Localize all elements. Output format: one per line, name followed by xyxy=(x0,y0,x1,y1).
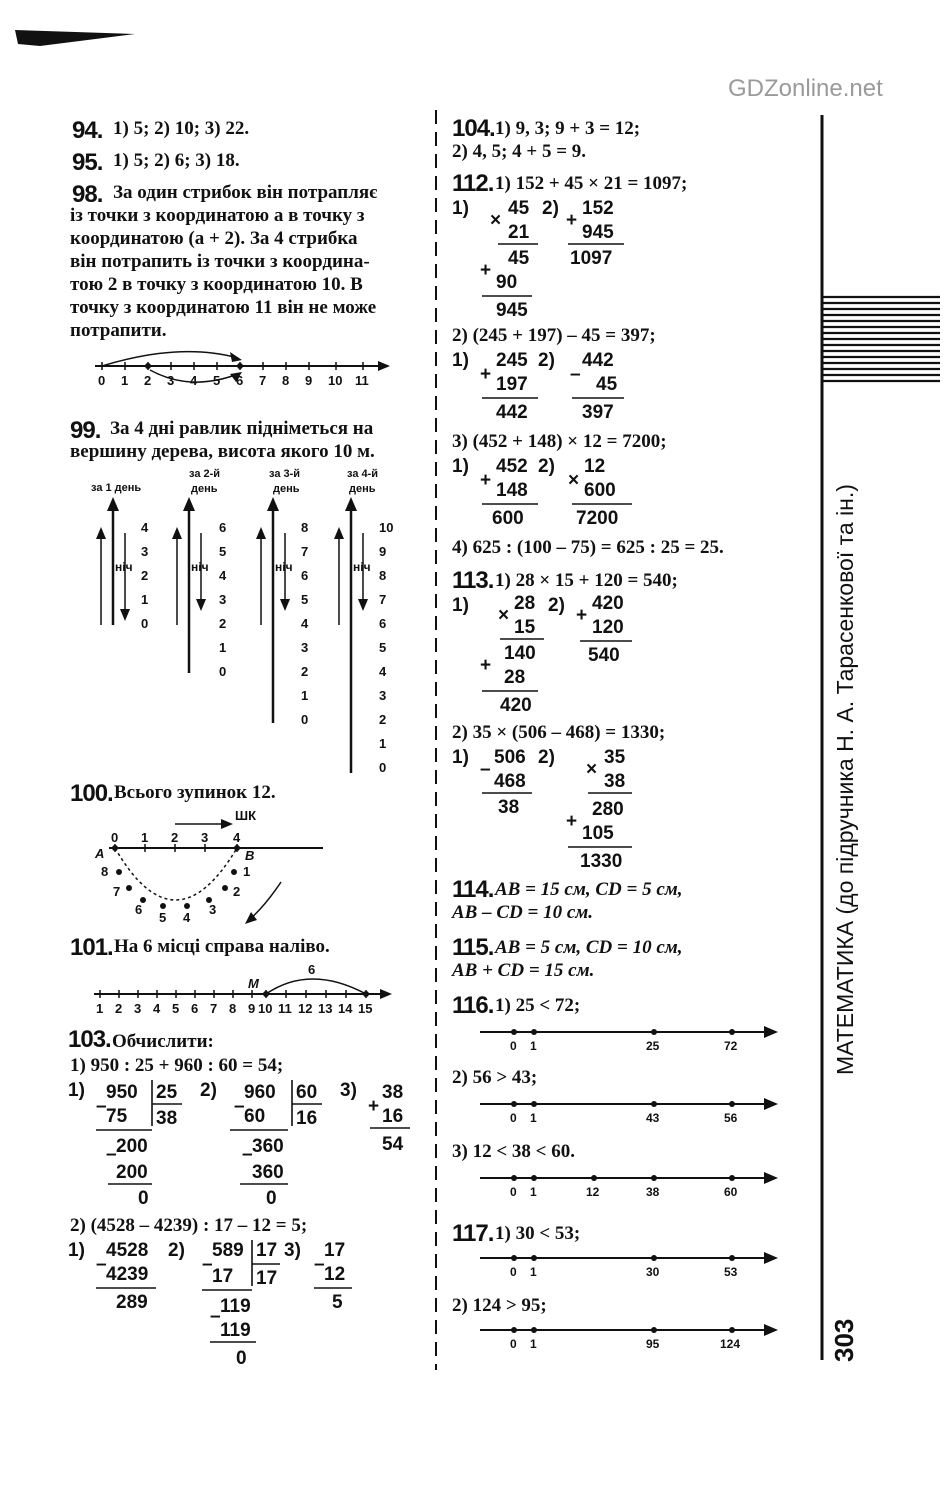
diagram-label: 4 xyxy=(233,830,241,845)
page-number: 303 xyxy=(829,1318,859,1362)
diagram-label: × xyxy=(586,759,598,780)
diagram-label: 4 xyxy=(219,568,227,583)
diagram-label: 60 xyxy=(724,1185,738,1199)
diagram-label: 60 xyxy=(244,1106,266,1127)
diagram-label: 945 xyxy=(582,222,614,243)
problem-94-answer: 1) 5; 2) 10; 3) 22. xyxy=(113,118,250,139)
diagram-label: 1) xyxy=(452,456,469,477)
problem-98-number: 98. xyxy=(72,181,103,208)
diagram-label: 3 xyxy=(209,902,217,917)
problem-112-calc-3 xyxy=(452,452,652,530)
problem-116-expr-2: 2) 56 > 43; xyxy=(452,1067,538,1088)
problem-104-line-1: 1) 9, 3; 9 + 3 = 12; xyxy=(495,118,641,139)
diagram-label: 90 xyxy=(496,272,518,293)
diagram-label: 468 xyxy=(494,771,526,792)
diagram-label: 2 xyxy=(171,830,179,845)
diagram-label: 540 xyxy=(588,645,620,666)
diagram-label: 1) xyxy=(68,1080,85,1101)
problem-100-answer: Всього зупинок 12. xyxy=(114,782,276,803)
diagram-label: 0 xyxy=(510,1185,517,1199)
problem-117-line-2 xyxy=(480,1318,785,1352)
diagram-label: 3 xyxy=(219,592,227,607)
problem-101-answer: На 6 місці справа наліво. xyxy=(114,936,330,957)
diagram-label: 10 xyxy=(379,520,394,535)
diagram-label: 7 xyxy=(113,884,121,899)
diagram-label: + xyxy=(566,811,578,832)
day-label: за 3-й xyxy=(269,468,301,480)
problem-112-number: 112. xyxy=(452,170,494,197)
axis-label: 8 xyxy=(282,373,290,388)
diagram-label: 2 xyxy=(379,712,387,727)
axis-label: 5 xyxy=(213,373,221,388)
day-label: день xyxy=(191,483,218,495)
diagram-label: 124 xyxy=(720,1337,741,1351)
diagram-label: 4 xyxy=(183,910,191,925)
diagram-label: + xyxy=(480,655,492,676)
diagram-label: 0 xyxy=(138,1188,149,1209)
diagram-label: 38 xyxy=(382,1082,404,1103)
problem-112-expr-2: 2) (245 + 197) – 45 = 397; xyxy=(452,325,656,346)
problem-116-line-1 xyxy=(480,1020,785,1054)
diagram-label: 360 xyxy=(252,1162,284,1183)
diagram-label: M xyxy=(248,976,259,991)
diagram-label: 15 xyxy=(358,1001,373,1016)
diagram-label: 3 xyxy=(301,640,309,655)
diagram-label: 2) xyxy=(200,1080,217,1101)
problem-104-number: 104. xyxy=(452,115,495,142)
diagram-label: 72 xyxy=(724,1039,738,1053)
problem-100-number: 100. xyxy=(70,780,113,807)
diagram-label: – xyxy=(314,1254,325,1275)
diagram-label: 397 xyxy=(582,402,614,423)
diagram-label: 105 xyxy=(582,823,614,844)
diagram-label: 45 xyxy=(508,198,530,219)
diagram-label: – xyxy=(570,364,581,385)
diagram-label: 10 xyxy=(258,1001,273,1016)
diagram-label: 6 xyxy=(379,616,387,631)
diagram-label: 6 xyxy=(301,568,309,583)
diagram-label: 4 xyxy=(141,520,149,535)
problem-98-line: За один стрибок він потрапляє xyxy=(113,182,378,203)
diagram-label: 3 xyxy=(379,688,387,703)
diagram-label: 2) xyxy=(548,595,565,616)
diagram-label: 17 xyxy=(256,1268,278,1289)
diagram-label: + xyxy=(480,364,492,385)
axis-label: 7 xyxy=(259,373,267,388)
diagram-label: 8 xyxy=(229,1001,237,1016)
diagram-label: 950 xyxy=(106,1082,138,1103)
diagram-label: 43 xyxy=(646,1111,660,1125)
diagram-label: 2) xyxy=(542,198,559,219)
diagram-label: 95 xyxy=(646,1337,660,1351)
side-stripes xyxy=(822,295,942,395)
diagram-label: 12 xyxy=(586,1185,600,1199)
problem-114-number: 114. xyxy=(452,876,494,903)
diagram-label: 2 xyxy=(115,1001,123,1016)
problem-117-expr-2: 2) 124 > 95; xyxy=(452,1295,547,1316)
diagram-label: 245 xyxy=(496,350,528,371)
problem-115-line-2: AB + CD = 15 см. xyxy=(452,960,595,981)
diagram-label: 4528 xyxy=(106,1240,149,1261)
diagram-label: 1 xyxy=(243,864,251,879)
problem-113-expr-2: 2) 35 × (506 – 468) = 1330; xyxy=(452,722,666,743)
diagram-label: – xyxy=(234,1096,245,1117)
diagram-label: 1097 xyxy=(570,248,613,269)
diagram-label: 3 xyxy=(141,544,149,559)
diagram-label: 1 xyxy=(530,1337,537,1351)
diagram-label: 1 xyxy=(301,688,309,703)
diagram-label: 3 xyxy=(201,830,209,845)
problem-104-line-2: 2) 4, 5; 4 + 5 = 9. xyxy=(452,141,587,162)
diagram-label: 38 xyxy=(498,797,520,818)
axis-label: 4 xyxy=(190,373,198,388)
diagram-label: 38 xyxy=(604,771,626,792)
problem-113-calc-1 xyxy=(452,591,652,719)
day-label: день xyxy=(273,483,300,495)
diagram-label: 0 xyxy=(510,1337,517,1351)
problem-101-number: 101. xyxy=(70,934,113,961)
problem-117-number: 117. xyxy=(452,1220,494,1247)
diagram-label: 8 xyxy=(101,864,109,879)
problem-114-line-1: AB = 15 см, CD = 5 см, xyxy=(495,879,683,900)
problem-112-expr-3: 3) (452 + 148) × 12 = 7200; xyxy=(452,431,667,452)
diagram-label: 4239 xyxy=(106,1264,149,1285)
problem-115-line-1: AB = 5 см, CD = 10 см, xyxy=(495,937,683,958)
diagram-label: 2) xyxy=(538,350,555,371)
diagram-label: + xyxy=(480,260,492,281)
problem-98-line: він потрапить із точки з координа- xyxy=(70,251,370,272)
axis-label: 0 xyxy=(98,373,106,388)
diagram-label: 53 xyxy=(724,1265,738,1279)
diagram-label: 600 xyxy=(492,508,524,529)
diagram-label: 54 xyxy=(382,1134,404,1155)
diagram-label: 2 xyxy=(301,664,309,679)
problem-103-expr-1: 1) 950 : 25 + 960 : 60 = 54; xyxy=(70,1055,284,1076)
problem-103-calc-2 xyxy=(66,1236,426,1371)
problem-116-expr-3: 3) 12 < 38 < 60. xyxy=(452,1141,575,1162)
watermark: GDZonline.net xyxy=(728,75,883,102)
diagram-label: 1 xyxy=(141,592,149,607)
problem-98-line: точку з координатою 11 він не може xyxy=(70,297,377,318)
diagram-label: 5 xyxy=(219,544,227,559)
day-label: за 2-й xyxy=(189,468,221,480)
problem-117-line-1 xyxy=(480,1246,785,1280)
diagram-label: 60 xyxy=(296,1082,318,1103)
problem-95-answer: 1) 5; 2) 6; 3) 18. xyxy=(113,150,240,171)
diagram-label: 0 xyxy=(379,760,387,775)
diagram-label: 5 xyxy=(159,910,167,925)
axis-label: 1 xyxy=(121,373,129,388)
problem-103-title: Обчислити: xyxy=(112,1031,214,1052)
diagram-label: × xyxy=(490,210,502,231)
diagram-label: 7 xyxy=(210,1001,218,1016)
diagram-label: 360 xyxy=(252,1136,284,1157)
diagram-label: 75 xyxy=(106,1106,128,1127)
diagram-label: 2 xyxy=(141,568,149,583)
diagram-label: 442 xyxy=(496,402,528,423)
diagram-label: 38 xyxy=(646,1185,660,1199)
diagram-label: 5 xyxy=(379,640,387,655)
diagram-label: 1) xyxy=(452,198,469,219)
axis-label: 9 xyxy=(305,373,313,388)
diagram-label: 120 xyxy=(592,617,624,638)
problem-99-number: 99. xyxy=(70,417,101,444)
diagram-label: 506 xyxy=(494,747,526,768)
night-label: ніч xyxy=(115,560,133,574)
diagram-label: – xyxy=(96,1096,107,1117)
diagram-label: 152 xyxy=(582,198,614,219)
diagram-label: 200 xyxy=(116,1162,148,1183)
side-title: МАТЕМАТИКА (до підручника Н. А. Тарасенкової та ін.) xyxy=(832,484,858,1075)
diagram-label: + xyxy=(566,210,578,231)
diagram-label: × xyxy=(568,470,580,491)
problem-113-calc-2 xyxy=(452,743,652,873)
problem-99-snail-diagram xyxy=(85,465,415,780)
diagram-label: 14 xyxy=(338,1001,353,1016)
night-label: ніч xyxy=(353,560,371,574)
problem-117-expr-1: 1) 30 < 53; xyxy=(495,1223,581,1244)
diagram-label: 17 xyxy=(256,1240,278,1261)
diagram-label: 2 xyxy=(233,884,241,899)
diagram-label: 119 xyxy=(220,1320,251,1341)
diagram-label: 12 xyxy=(324,1264,346,1285)
diagram-label: 7200 xyxy=(576,508,619,529)
problem-112-calc-1 xyxy=(452,194,652,322)
problem-103-calc-1 xyxy=(66,1076,426,1212)
problem-116-expr-1: 1) 25 < 72; xyxy=(495,995,581,1016)
diagram-label: 6 xyxy=(308,962,316,977)
diagram-label: 0 xyxy=(510,1039,517,1053)
diagram-label: 12 xyxy=(584,456,606,477)
diagram-label: B xyxy=(245,848,255,863)
problem-114-line-2: AB – CD = 10 см. xyxy=(452,902,594,923)
diagram-label: 2) xyxy=(168,1240,185,1261)
diagram-label: 25 xyxy=(156,1082,178,1103)
diagram-label: 1 xyxy=(530,1185,537,1199)
diagram-label: 452 xyxy=(496,456,528,477)
diagram-label: 28 xyxy=(514,593,536,614)
diagram-label: 0 xyxy=(510,1111,517,1125)
day-label: за 1 день xyxy=(91,482,142,494)
diagram-label: 6 xyxy=(219,520,227,535)
diagram-label: 600 xyxy=(584,480,616,501)
diagram-label: 15 xyxy=(514,617,536,638)
diagram-label: 1 xyxy=(96,1001,104,1016)
diagram-label: 0 xyxy=(266,1188,277,1209)
diagram-label: 289 xyxy=(116,1292,148,1313)
diagram-label: 3 xyxy=(134,1001,142,1016)
diagram-label: 9 xyxy=(248,1001,256,1016)
diagram-label: + xyxy=(368,1096,380,1117)
diagram-label: 7 xyxy=(301,544,309,559)
night-label: ніч xyxy=(191,560,209,574)
diagram-label: 38 xyxy=(156,1108,178,1129)
problem-99-line: За 4 дні равлик підніметься на xyxy=(110,418,374,439)
diagram-label: 1 xyxy=(530,1039,537,1053)
problem-98-line: потрапити. xyxy=(70,320,167,341)
diagram-label: 21 xyxy=(508,222,530,243)
diagram-label: 1) xyxy=(68,1240,85,1261)
diagram-label: 1) xyxy=(452,747,469,768)
diagram-label: 16 xyxy=(382,1106,404,1127)
problem-98-number-line xyxy=(90,340,400,400)
axis-label: 2 xyxy=(144,373,152,388)
diagram-label: 6 xyxy=(191,1001,199,1016)
diagram-label: 13 xyxy=(318,1001,333,1016)
diagram-label: – xyxy=(202,1254,213,1275)
diagram-label: 0 xyxy=(111,830,119,845)
diagram-label: 17 xyxy=(212,1266,234,1287)
school-label: ШК xyxy=(235,808,256,823)
diagram-label: 1) xyxy=(452,595,469,616)
problem-99-line: вершину дерева, висота якого 10 м. xyxy=(70,441,375,462)
problem-95-number: 95. xyxy=(72,149,103,176)
problem-100-diagram xyxy=(95,802,335,927)
diagram-label: 5 xyxy=(172,1001,180,1016)
diagram-label: 4 xyxy=(301,616,309,631)
diagram-label: 0 xyxy=(141,616,149,631)
diagram-label: 140 xyxy=(504,643,536,664)
diagram-label: 45 xyxy=(596,374,618,395)
diagram-label: 197 xyxy=(496,374,528,395)
diagram-label: + xyxy=(576,605,588,626)
diagram-label: – xyxy=(106,1144,117,1165)
problem-101-number-line xyxy=(90,958,400,1018)
diagram-label: 28 xyxy=(504,667,526,688)
problem-115-number: 115. xyxy=(452,934,494,961)
axis-label: 3 xyxy=(167,373,175,388)
problem-113-number: 113. xyxy=(452,567,494,594)
diagram-label: 0 xyxy=(510,1265,517,1279)
diagram-label: 56 xyxy=(724,1111,738,1125)
diagram-label: 945 xyxy=(496,300,528,321)
problem-113-expr-1: 1) 28 × 15 + 120 = 540; xyxy=(495,570,678,591)
diagram-label: – xyxy=(210,1306,221,1327)
problem-98-line: координатою (a + 2). За 4 стрибка xyxy=(70,228,358,249)
diagram-label: 420 xyxy=(500,695,532,716)
diagram-label: 11 xyxy=(278,1001,292,1016)
day-label: день xyxy=(349,483,376,495)
night-label: ніч xyxy=(275,560,293,574)
diagram-label: 25 xyxy=(646,1039,660,1053)
problem-98-line: із точки з координатою a в точку з xyxy=(70,205,365,226)
diagram-label: 4 xyxy=(379,664,387,679)
diagram-label: A xyxy=(95,846,105,861)
problem-112-expr-1: 1) 152 + 45 × 21 = 1097; xyxy=(495,173,688,194)
diagram-label: 1) xyxy=(452,350,469,371)
diagram-label: × xyxy=(498,605,510,626)
problem-112-calc-2 xyxy=(452,346,652,424)
diagram-label: 12 xyxy=(298,1001,313,1016)
diagram-label: 1 xyxy=(141,830,149,845)
diagram-label: 8 xyxy=(379,568,387,583)
diagram-label: 2) xyxy=(538,456,555,477)
diagram-label: 35 xyxy=(604,747,626,768)
diagram-label: 7 xyxy=(379,592,387,607)
diagram-label: – xyxy=(242,1144,253,1165)
problem-116-line-2 xyxy=(480,1092,785,1126)
diagram-label: 3) xyxy=(340,1080,357,1101)
diagram-label: 2 xyxy=(219,616,227,631)
diagram-label: 280 xyxy=(592,799,624,820)
diagram-label: 960 xyxy=(244,1082,276,1103)
diagram-label: + xyxy=(480,470,492,491)
diagram-label: 16 xyxy=(296,1108,318,1129)
problem-98-line: тою 2 в точку з координатою 10. В xyxy=(70,274,363,295)
diagram-label: 45 xyxy=(508,248,530,269)
problem-116-number: 116. xyxy=(452,992,494,1019)
diagram-label: 0 xyxy=(301,712,309,727)
day-label: за 4-й xyxy=(347,468,379,480)
problem-116-line-3 xyxy=(480,1166,785,1200)
diagram-label: 442 xyxy=(582,350,614,371)
diagram-label: 1 xyxy=(219,640,227,655)
diagram-label: – xyxy=(96,1254,107,1275)
diagram-label: 1 xyxy=(379,736,387,751)
diagram-label: 17 xyxy=(324,1240,346,1261)
axis-label: 10 xyxy=(328,373,343,388)
diagram-label: 420 xyxy=(592,593,624,614)
diagram-label: 3) xyxy=(284,1240,301,1261)
axis-label: 6 xyxy=(236,373,244,388)
diagram-label: 1330 xyxy=(580,851,623,872)
diagram-label: 4 xyxy=(153,1001,161,1016)
diagram-label: 0 xyxy=(236,1348,247,1369)
diagram-label: 148 xyxy=(496,480,528,501)
diagram-label: 8 xyxy=(301,520,309,535)
diagram-label: 5 xyxy=(332,1292,343,1313)
diagram-label: 589 xyxy=(212,1240,244,1261)
problem-103-number: 103. xyxy=(68,1026,111,1053)
diagram-label: 6 xyxy=(135,902,143,917)
diagram-label: 2) xyxy=(538,747,555,768)
problem-94-number: 94. xyxy=(72,117,103,144)
diagram-label: 119 xyxy=(220,1296,251,1317)
problem-112-expr-4: 4) 625 : (100 – 75) = 625 : 25 = 25. xyxy=(452,537,724,558)
axis-label: 11 xyxy=(355,373,369,388)
diagram-label: 9 xyxy=(379,544,387,559)
diagram-label: 30 xyxy=(646,1265,660,1279)
diagram-label: 1 xyxy=(530,1265,537,1279)
diagram-label: 1 xyxy=(530,1111,537,1125)
diagram-label: 0 xyxy=(219,664,227,679)
problem-103-expr-2: 2) (4528 – 4239) : 17 – 12 = 5; xyxy=(70,1215,308,1236)
diagram-label: 5 xyxy=(301,592,309,607)
diagram-label: – xyxy=(480,759,491,780)
diagram-label: 200 xyxy=(116,1136,148,1157)
